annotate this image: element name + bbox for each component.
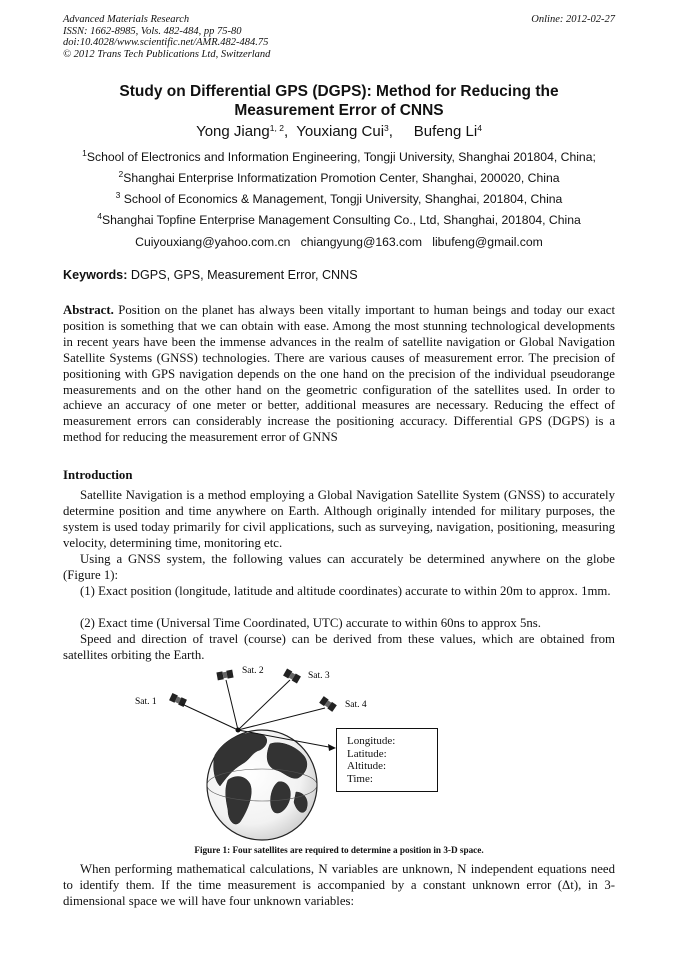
author-affil-sup: 1, 2	[269, 123, 284, 133]
abstract-text: Position on the planet has always been vitally important to human beings and today our exact position is something that we can obtain with ease. Among the most stunning technological developments in recent years have been the immense advances in the realm of satellite navigation or Global Navigation Satellite Systems (GNSS) technologies. There are various causes of measurement error. The precision of positioning with GPS navigation depends on the one hand on the precision of the individual pseudorange measurements and on the other hand on the geometric configuration of the satellites used. In order to achieve an accuracy of one meter or better, additional measures are necessary. Reducing the effect of measurement errors can considerably increase the positioning accuracy. Differential GPS (DGPS) is a method for reducing the measurement error of GNNS	[63, 303, 615, 445]
journal-issn: ISSN: 1662-8985, Vols. 482-484, pp 75-80	[63, 25, 242, 37]
keywords	[63, 268, 615, 283]
latitude-label: Latitude:	[347, 747, 387, 760]
arrow-head-icon	[328, 744, 336, 751]
sat-2-label: Sat. 2	[242, 666, 264, 676]
affiliation-number: 3	[115, 190, 121, 200]
sat-1-label: Sat. 1	[135, 697, 157, 707]
intro-list-item-2: (2) Exact time (Universal Time Coordinated, UTC) accurate to within 60ns to approx 5ns.	[80, 616, 541, 630]
satellite-2-icon	[216, 670, 233, 681]
affiliation-number: 2	[118, 169, 124, 179]
sat-3-label: Sat. 3	[308, 671, 330, 681]
affiliation	[63, 213, 615, 227]
intro-paragraph-3: Speed and direction of travel (course) can be derived from these values, which are obtained from satellites orbiting the Earth.	[63, 632, 615, 662]
title-line-1: Study on Differential GPS (DGPS): Method for Reducing the	[119, 83, 559, 100]
author-name: Youxiang Cui	[296, 123, 385, 140]
affiliation-number: 4	[97, 211, 102, 221]
journal-copyright: © 2012 Trans Tech Publications Ltd, Switzerland	[63, 48, 271, 60]
affiliation-text: Shanghai Topfine Enterprise Management Consulting Co., Ltd, Shanghai, 201804, China	[101, 213, 581, 227]
altitude-label: Altitude:	[347, 760, 387, 773]
section-heading-introduction: Introduction	[63, 468, 133, 482]
affiliation-text: School of Electronics and Information Engineering, Tongji University, Shanghai 201804, China;	[86, 150, 596, 164]
author-separator: ,	[283, 123, 293, 140]
author-affil-sup: 4	[477, 123, 482, 133]
intro-paragraph-2: Using a GNSS system, the following values can accurately be determined anywhere on the globe (Figure 1):	[63, 552, 615, 582]
journal-name: Advanced Materials Research	[63, 14, 190, 25]
abstract-label: Abstract.	[63, 303, 114, 317]
time-label: Time:	[347, 772, 373, 785]
satellite-3-icon	[283, 669, 301, 684]
author-affil-sup: 3	[384, 123, 389, 133]
closing-paragraph: When performing mathematical calculations, N variables are unknown, N independent equations need to identify them. If the time measurement is accompanied by a constant unknown error (Δt), in 3-dimensional space we will have four unknown variables:	[63, 862, 615, 908]
intro-paragraph-1: Satellite Navigation is a method employing a Global Navigation Satellite System (GNSS) to accurately determine position and time anywhere on Earth. Although originally intended for military purposes, the system is used today primarily for civil applications, such as surveying, navigation, positioning, measuring velocity, determining time, monitoring etc.	[63, 488, 615, 550]
longitude-label: Longitude:	[347, 735, 396, 747]
abstract	[63, 303, 615, 446]
figure-caption: Figure 1: Four satellites are required to determine a position in 3-D space.	[194, 845, 484, 855]
author-list	[63, 122, 615, 141]
paper-title	[63, 82, 615, 120]
journal-doi: doi:10.4028/www.scientific.net/AMR.482-484.75	[63, 37, 269, 48]
keywords-label: Keywords:	[63, 268, 128, 282]
author-emails: Cuiyouxiang@yahoo.com.cn chiangyung@163.com libufeng@gmail.com	[135, 235, 543, 249]
author-name: Bufeng Li	[413, 123, 478, 140]
affiliation-number: 1	[82, 148, 87, 158]
journal-header	[63, 14, 615, 60]
affiliation-text: Shanghai Enterprise Informatization Promotion Center, Shanghai, 200020, China	[123, 171, 560, 185]
title-line-2: Measurement Error of CNNS	[234, 102, 444, 119]
position-info-box	[336, 728, 438, 792]
intro-list-item-1: (1) Exact position (longitude, latitude and altitude coordinates) accurate to within 20m to approx. 1mm.	[80, 584, 611, 598]
author-separator: ,	[388, 123, 410, 140]
keywords-text: DGPS, GPS, Measurement Error, CNNS	[127, 268, 358, 282]
satellite-4-icon	[319, 696, 337, 712]
signal-lines	[182, 680, 325, 730]
affiliation	[63, 171, 615, 185]
affiliation	[63, 150, 615, 164]
author-name: Yong Jiang	[196, 123, 270, 140]
affiliation-text: School of Economics & Management, Tongji University, Shanghai, 201804, China	[120, 192, 563, 206]
sat-4-label: Sat. 4	[345, 700, 367, 710]
online-date: Online: 2012-02-27	[531, 14, 615, 25]
affiliation	[63, 192, 615, 206]
